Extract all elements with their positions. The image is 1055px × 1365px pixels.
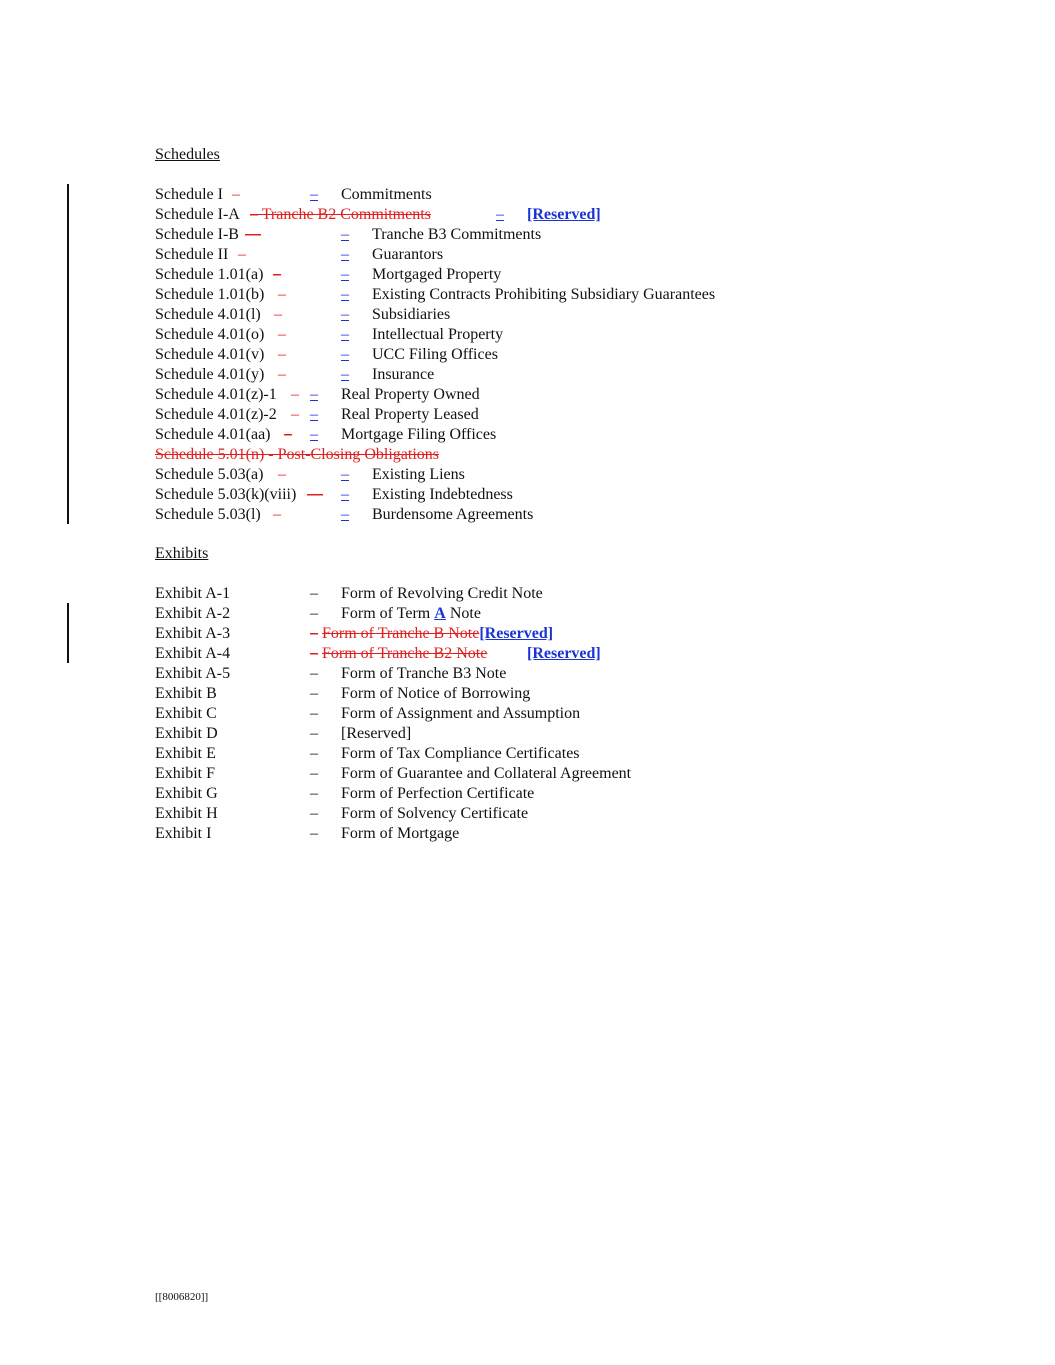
inserted-dash: –: [341, 266, 349, 283]
deleted-dash: –: [310, 625, 318, 642]
schedule-title: [Reserved]: [527, 206, 601, 223]
exhibit-title: Form of Tax Compliance Certificates: [341, 745, 580, 762]
inserted-dash: –: [310, 186, 318, 203]
schedule-title: Burdensome Agreements: [372, 506, 534, 523]
exhibit-title: [Reserved]: [479, 625, 554, 642]
deleted-dash: –: [274, 306, 282, 323]
schedule-title: Commitments: [341, 186, 432, 203]
deleted-text: Schedule 5.01(n) - Post-Closing Obligations: [155, 446, 439, 463]
exhibit-id: Exhibit E: [155, 745, 216, 762]
inserted-dash: –: [341, 306, 349, 323]
exhibit-title: [341, 604, 481, 624]
deleted-dash: –: [291, 406, 299, 423]
dash: –: [310, 785, 318, 802]
inserted-dash: –: [341, 246, 349, 263]
dash: –: [310, 805, 318, 822]
schedule-title: Existing Liens: [372, 466, 465, 483]
exhibit-id: Exhibit H: [155, 805, 218, 822]
exhibit-title: Form of Assignment and Assumption: [341, 705, 581, 722]
exhibit-title: Form of Tranche B3 Note: [341, 665, 507, 682]
exhibit-id: Exhibit B: [155, 685, 217, 702]
exhibit-title: Form of Solvency Certificate: [341, 805, 529, 822]
dash: –: [310, 605, 318, 622]
schedule-id: Schedule 1.01(a): [155, 266, 264, 283]
deleted-dash: –: [278, 326, 286, 343]
exhibit-title: Form of Notice of Borrowing: [341, 685, 531, 702]
dash: –: [310, 825, 318, 842]
exhibit-row: [0, 824, 1055, 904]
deleted-dash: –: [284, 426, 292, 443]
schedule-id: Schedule 5.03(l): [155, 506, 261, 523]
schedule-id: Schedule 4.01(y): [155, 366, 265, 383]
deleted-text: Form of Tranche B Note: [322, 625, 480, 642]
schedule-title: Mortgage Filing Offices: [341, 426, 497, 443]
exhibit-id: Exhibit I: [155, 825, 212, 842]
exhibit-change: [310, 624, 553, 644]
deleted-dash: –: [278, 286, 286, 303]
dash: –: [310, 665, 318, 682]
exhibit-title: Form of Revolving Credit Note: [341, 585, 543, 602]
schedule-title: Existing Indebtedness: [372, 486, 513, 503]
inserted-dash: –: [310, 406, 318, 423]
exhibit-id: Exhibit D: [155, 725, 218, 742]
exhibit-title: Form of Mortgage: [341, 825, 460, 842]
schedule-title: Insurance: [372, 366, 435, 383]
exhibit-id: Exhibit A-1: [155, 585, 231, 602]
schedule-id: Schedule 4.01(v): [155, 346, 265, 363]
schedule-id: Schedule I-B: [155, 226, 239, 243]
inserted-dash: –: [341, 326, 349, 343]
dash: –: [310, 745, 318, 762]
schedule-title: Tranche B3 Commitments: [372, 226, 542, 243]
exhibit-id: Exhibit A-2: [155, 605, 231, 622]
schedule-id: Schedule 4.01(aa): [155, 426, 271, 443]
schedule-id: Schedule 5.03(a): [155, 466, 264, 483]
schedule-id: Schedule I: [155, 186, 223, 203]
schedule-title: Real Property Owned: [341, 386, 480, 403]
exhibit-id: Exhibit A-4: [155, 645, 231, 662]
schedule-title: Mortgaged Property: [372, 266, 502, 283]
schedule-title: Real Property Leased: [341, 406, 479, 423]
inserted-dash: –: [341, 466, 349, 483]
document-footer-code: [[8006820]]: [155, 1291, 209, 1303]
schedule-title: Subsidiaries: [372, 306, 451, 323]
exhibit-title: [Reserved]: [341, 725, 412, 742]
exhibit-title: Form of Guarantee and Collateral Agreement: [341, 765, 632, 782]
exhibits-heading: Exhibits: [155, 545, 209, 562]
schedule-title: UCC Filing Offices: [372, 346, 498, 363]
deleted-text: – Tranche B2 Commitments: [250, 206, 431, 223]
exhibit-id: Exhibit F: [155, 765, 216, 782]
inserted-dash: –: [310, 386, 318, 403]
deleted-text: Form of Tranche B2 Note: [322, 645, 488, 662]
deleted-dash: –: [291, 386, 299, 403]
schedule-id: Schedule II: [155, 246, 229, 263]
inserted-text: A: [434, 605, 446, 622]
inserted-dash: –: [341, 346, 349, 363]
exhibit-title-before: Form of Term: [341, 605, 435, 622]
deleted-dash: –: [232, 186, 240, 203]
dash: –: [310, 685, 318, 702]
inserted-dash: –: [310, 426, 318, 443]
inserted-dash: –: [341, 226, 349, 243]
schedules-heading: Schedules: [155, 146, 220, 163]
deleted-dash: –: [310, 645, 318, 662]
schedule-id: Schedule 4.01(o): [155, 326, 265, 343]
schedule-id: Schedule 5.03(k)(viii): [155, 486, 297, 503]
exhibit-title: [Reserved]: [527, 645, 601, 662]
exhibit-title-after: Note: [449, 605, 481, 622]
deleted-dash: –: [278, 466, 286, 483]
dash: –: [310, 765, 318, 782]
deleted-dash: –: [273, 506, 281, 523]
dash: –: [310, 705, 318, 722]
dash: –: [310, 725, 318, 742]
deleted-dash: —: [245, 226, 261, 243]
schedule-id: Schedule 1.01(b): [155, 286, 265, 303]
exhibit-id: Exhibit A-3: [155, 625, 231, 642]
deleted-dash: –: [278, 346, 286, 363]
exhibit-id: Exhibit G: [155, 785, 218, 802]
deleted-dash: —: [307, 486, 323, 503]
deleted-dash: –: [238, 246, 246, 263]
deleted-dash: –: [273, 266, 281, 283]
dash: –: [310, 585, 318, 602]
schedule-id: Schedule 4.01(z)-2: [155, 406, 277, 423]
schedule-title: Intellectual Property: [372, 326, 504, 343]
exhibit-id: Exhibit C: [155, 705, 217, 722]
schedule-id: Schedule I-A: [155, 206, 240, 223]
inserted-dash: –: [341, 506, 349, 523]
deleted-dash: –: [278, 366, 286, 383]
schedule-title: Guarantors: [372, 246, 444, 263]
exhibit-id: Exhibit A-5: [155, 665, 231, 682]
inserted-dash: –: [341, 286, 349, 303]
schedule-id: Schedule 4.01(z)-1: [155, 386, 277, 403]
inserted-dash: –: [341, 366, 349, 383]
exhibit-change: [310, 644, 487, 664]
inserted-dash: –: [341, 486, 349, 503]
schedule-title: Existing Contracts Prohibiting Subsidiary Guarantees: [372, 286, 716, 303]
inserted-dash: –: [496, 206, 504, 223]
schedule-id: Schedule 4.01(l): [155, 306, 261, 323]
exhibit-title: Form of Perfection Certificate: [341, 785, 535, 802]
